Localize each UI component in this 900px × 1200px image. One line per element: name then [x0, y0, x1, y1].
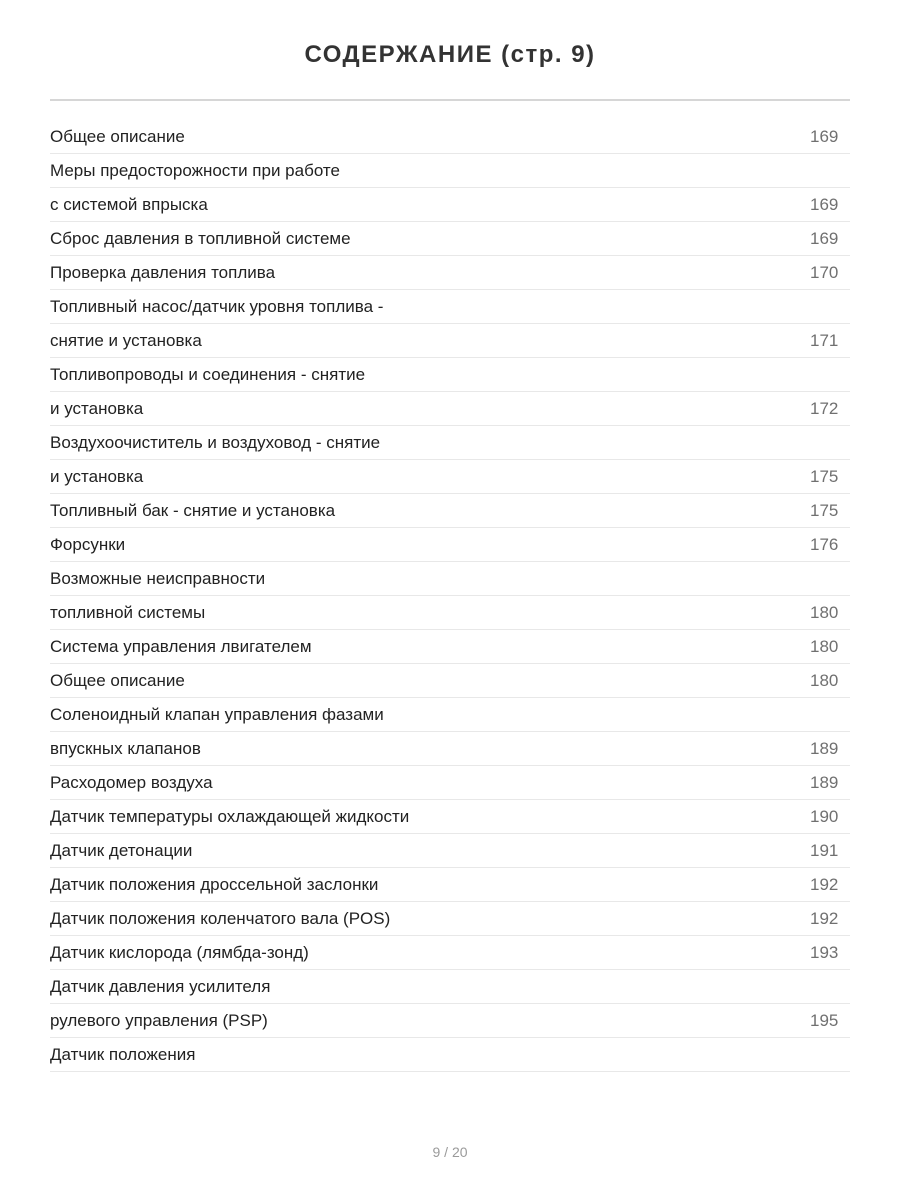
toc-entry-page: 180 [810, 602, 839, 622]
toc-entry [50, 494, 850, 528]
toc-entry-page: 172 [810, 398, 839, 418]
toc-entry-label: Общее описание [50, 670, 185, 690]
toc-entry [50, 936, 850, 970]
toc-entry-label: Форсунки [50, 534, 126, 554]
toc-entry [50, 188, 850, 222]
toc-entry-page: 171 [810, 330, 839, 350]
toc-entry-label: топливной системы [50, 602, 206, 622]
toc-entry-label: Сброс давления в топливной системе [50, 228, 351, 248]
toc-entry-label: Датчик положения коленчатого вала (POS) [50, 908, 391, 928]
toc-entry [50, 868, 850, 902]
page-counter: 9 / 20 [432, 1144, 468, 1160]
toc-entry [50, 290, 850, 324]
toc-entry-page: 195 [810, 1010, 839, 1030]
toc-entry-label: Датчик кислорода (лямбда-зонд) [50, 942, 309, 962]
toc-entry-page: 192 [810, 874, 839, 894]
toc-entry [50, 664, 850, 698]
toc-entry [50, 460, 850, 494]
table-of-contents [50, 120, 850, 1072]
toc-entry [50, 392, 850, 426]
toc-entry-label: Датчик положения [50, 1044, 196, 1064]
toc-entry-label: с системой впрыска [50, 194, 208, 214]
toc-entry-label: Воздухоочиститель и воздуховод - снятие [50, 432, 381, 452]
toc-entry [50, 732, 850, 766]
toc-entry-page: 192 [810, 908, 839, 928]
toc-entry [50, 970, 850, 1004]
toc-entry [50, 120, 850, 154]
toc-entry-page: 193 [810, 942, 839, 962]
toc-entry-label: Расходомер воздуха [50, 772, 213, 792]
page-title: СОДЕРЖАНИЕ (стр. 9) [304, 41, 596, 68]
toc-entry [50, 222, 850, 256]
toc-entry [50, 426, 850, 460]
toc-entry-page: 175 [810, 500, 839, 520]
toc-entry-label: Топливопроводы и соединения - снятие [50, 364, 366, 384]
toc-entry [50, 358, 850, 392]
toc-entry-label: Общее описание [50, 126, 185, 146]
toc-entry-page: 189 [810, 772, 839, 792]
toc-entry-page: 189 [810, 738, 839, 758]
toc-entry-label: рулевого управления (PSP) [50, 1010, 268, 1030]
toc-entry [50, 154, 850, 188]
toc-entry [50, 528, 850, 562]
toc-entry-page: 169 [810, 228, 839, 248]
toc-entry-label: Проверка давления топлива [50, 262, 276, 282]
toc-entry-label: Датчик температуры охлаждающей жидкости [50, 806, 410, 826]
toc-entry [50, 902, 850, 936]
title-divider [50, 99, 850, 101]
toc-entry-label: и установка [50, 398, 144, 418]
toc-entry [50, 596, 850, 630]
toc-entry-label: Топливный бак - снятие и установка [50, 500, 336, 520]
toc-entry [50, 800, 850, 834]
toc-entry-label: Датчик положения дроссельной заслонки [50, 874, 379, 894]
toc-entry-label: Соленоидный клапан управления фазами [50, 704, 384, 724]
toc-entry [50, 630, 850, 664]
toc-entry [50, 766, 850, 800]
toc-entry-page: 180 [810, 636, 839, 656]
toc-entry-label: Датчик детонации [50, 840, 193, 860]
toc-entry [50, 256, 850, 290]
toc-entry-page: 170 [810, 262, 839, 282]
toc-entry-label: снятие и установка [50, 330, 202, 350]
toc-entry [50, 324, 850, 358]
toc-entry-label: Возможные неисправности [50, 568, 266, 588]
toc-entry-page: 169 [810, 194, 839, 214]
toc-entry-label: Меры предосторожности при работе [50, 160, 340, 180]
toc-entry-label: Система управления лвигателем [50, 636, 312, 656]
toc-entry [50, 1038, 850, 1072]
toc-entry [50, 698, 850, 732]
toc-entry [50, 834, 850, 868]
toc-entry-page: 191 [810, 840, 839, 860]
toc-entry-label: Датчик давления усилителя [50, 976, 271, 996]
toc-entry-label: Топливный насос/датчик уровня топлива - [50, 296, 384, 316]
toc-entry-label: впускных клапанов [50, 738, 201, 758]
toc-entry-page: 180 [810, 670, 839, 690]
toc-entry-label: и установка [50, 466, 144, 486]
toc-entry-page: 190 [810, 806, 839, 826]
toc-entry [50, 562, 850, 596]
toc-entry-page: 169 [810, 126, 839, 146]
toc-entry-page: 175 [810, 466, 839, 486]
toc-entry-page: 176 [810, 534, 839, 554]
toc-entry [50, 1004, 850, 1038]
